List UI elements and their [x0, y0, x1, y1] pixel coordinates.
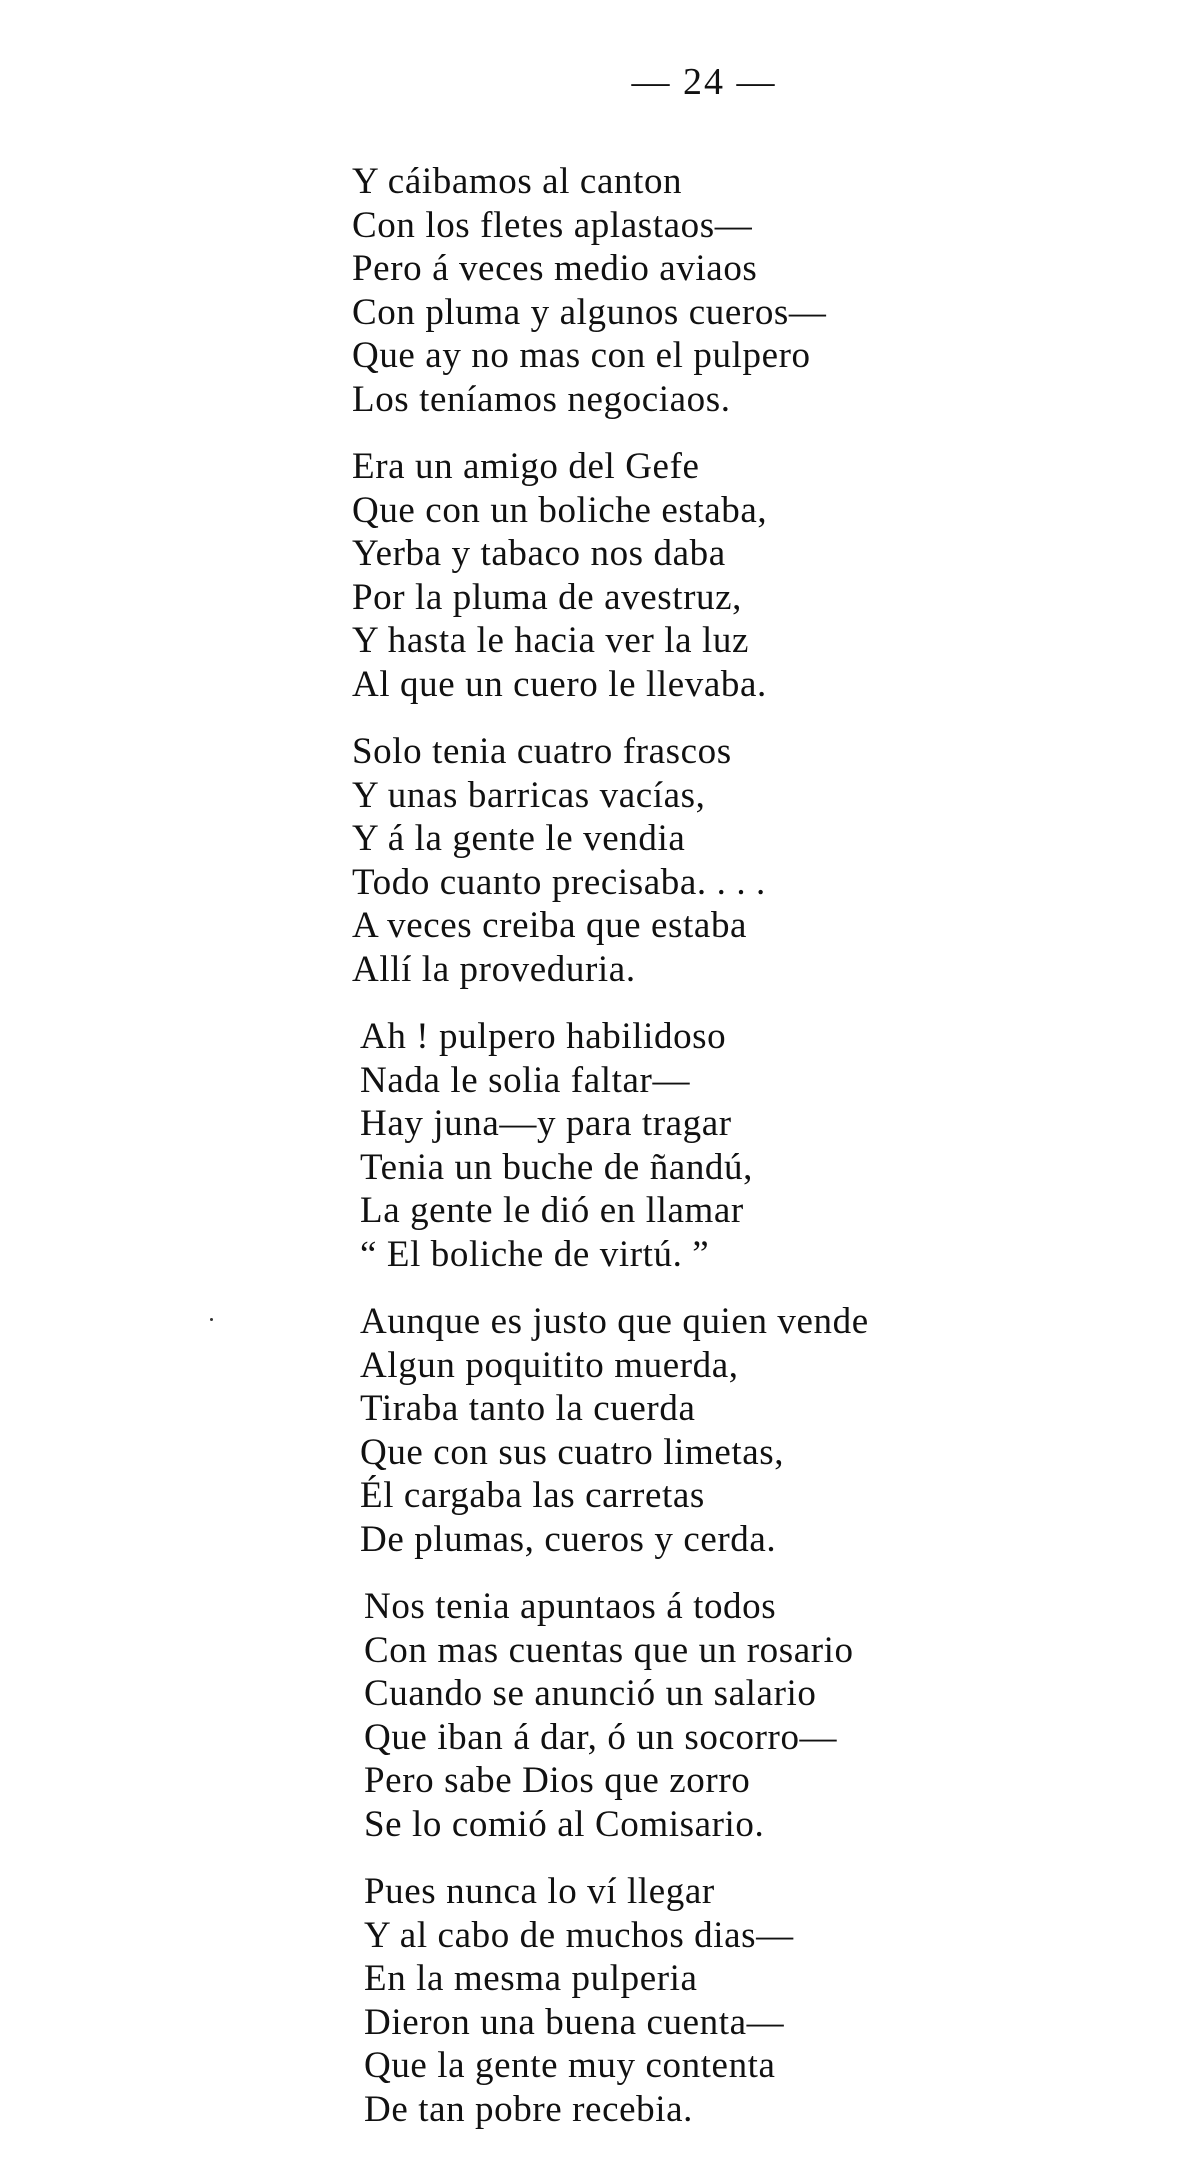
verse-line: Aunque es justo que quien vende — [360, 1301, 869, 1342]
verse-line: Que con sus cuatro limetas, — [360, 1431, 785, 1473]
verse-line: Nada le solia faltar— — [360, 1059, 691, 1101]
verse-line: Era un amigo del Gefe — [352, 446, 700, 487]
stanza-2 — [352, 445, 1132, 706]
verse-line: La gente le dió en llamar — [360, 1190, 744, 1231]
verse-line: “ El boliche de virtú. ” — [360, 1233, 710, 1275]
stanza-4 — [352, 1015, 1132, 1276]
verse-line: Solo tenia cuatro frascos — [352, 731, 732, 772]
stanza-3 — [352, 730, 1132, 991]
verse-line: Que la gente muy contenta — [364, 2045, 776, 2086]
stanza-7 — [352, 1870, 1132, 2131]
verse-line: Que ay no mas con el pulpero — [352, 335, 811, 376]
poem — [352, 160, 1132, 2155]
verse-line: Y unas barricas vacías, — [352, 774, 706, 816]
verse-line: De tan pobre recebia. — [364, 2088, 693, 2130]
verse-line: Al que un cuero le llevaba. — [352, 663, 767, 705]
verse-line: Algun poquitito muerda, — [360, 1344, 739, 1386]
verse-line: A veces creiba que estaba — [352, 905, 748, 946]
verse-line: Pues nunca lo ví llegar — [364, 1871, 715, 1912]
verse-line: Los teníamos negociaos. — [352, 378, 731, 420]
verse-line: Allí la proveduria. — [352, 948, 636, 990]
margin-speck — [210, 1318, 213, 1321]
verse-line: Por la pluma de avestruz, — [352, 576, 743, 618]
stanza-1 — [352, 160, 1132, 421]
verse-line: Tiraba tanto la cuerda — [360, 1388, 696, 1429]
verse-line: Que con un boliche estaba, — [352, 489, 768, 531]
verse-line: Ah ! pulpero habilidoso — [360, 1016, 727, 1057]
verse-line: En la mesma pulperia — [364, 1958, 698, 1999]
verse-line: Se lo comió al Comisario. — [364, 1803, 765, 1845]
verse-line: Con los fletes aplastaos— — [352, 204, 753, 246]
verse-line: Cuando se anunció un salario — [364, 1673, 817, 1714]
verse-line: Tenia un buche de ñandú, — [360, 1146, 753, 1188]
verse-line: Y al cabo de muchos dias— — [364, 1914, 794, 1956]
verse-line: Pero sabe Dios que zorro — [364, 1760, 751, 1801]
verse-line: Que iban á dar, ó un socorro— — [364, 1716, 838, 1758]
stanza-5 — [352, 1300, 1132, 1561]
verse-line: Yerba y tabaco nos daba — [352, 533, 726, 574]
verse-line: Él cargaba las carretas — [360, 1475, 705, 1516]
verse-line: Y cáibamos al canton — [352, 161, 683, 202]
verse-line: Con mas cuentas que un rosario — [364, 1629, 854, 1671]
stanza-6 — [352, 1585, 1132, 1846]
verse-line: Hay juna—y para tragar — [360, 1103, 732, 1144]
verse-line: Pero á veces medio aviaos — [352, 248, 758, 289]
verse-line: Y hasta le hacia ver la luz — [352, 620, 749, 661]
verse-line: Nos tenia apuntaos á todos — [364, 1586, 777, 1627]
verse-line: De plumas, cueros y cerda. — [360, 1518, 777, 1560]
verse-line: Dieron una buena cuenta— — [364, 2001, 785, 2043]
verse-line: Y á la gente le vendia — [352, 818, 686, 859]
page-number: — 24 — — [631, 61, 777, 103]
verse-line: Con pluma y algunos cueros— — [352, 291, 827, 333]
verse-line: Todo cuanto precisaba. . . . — [352, 861, 766, 903]
